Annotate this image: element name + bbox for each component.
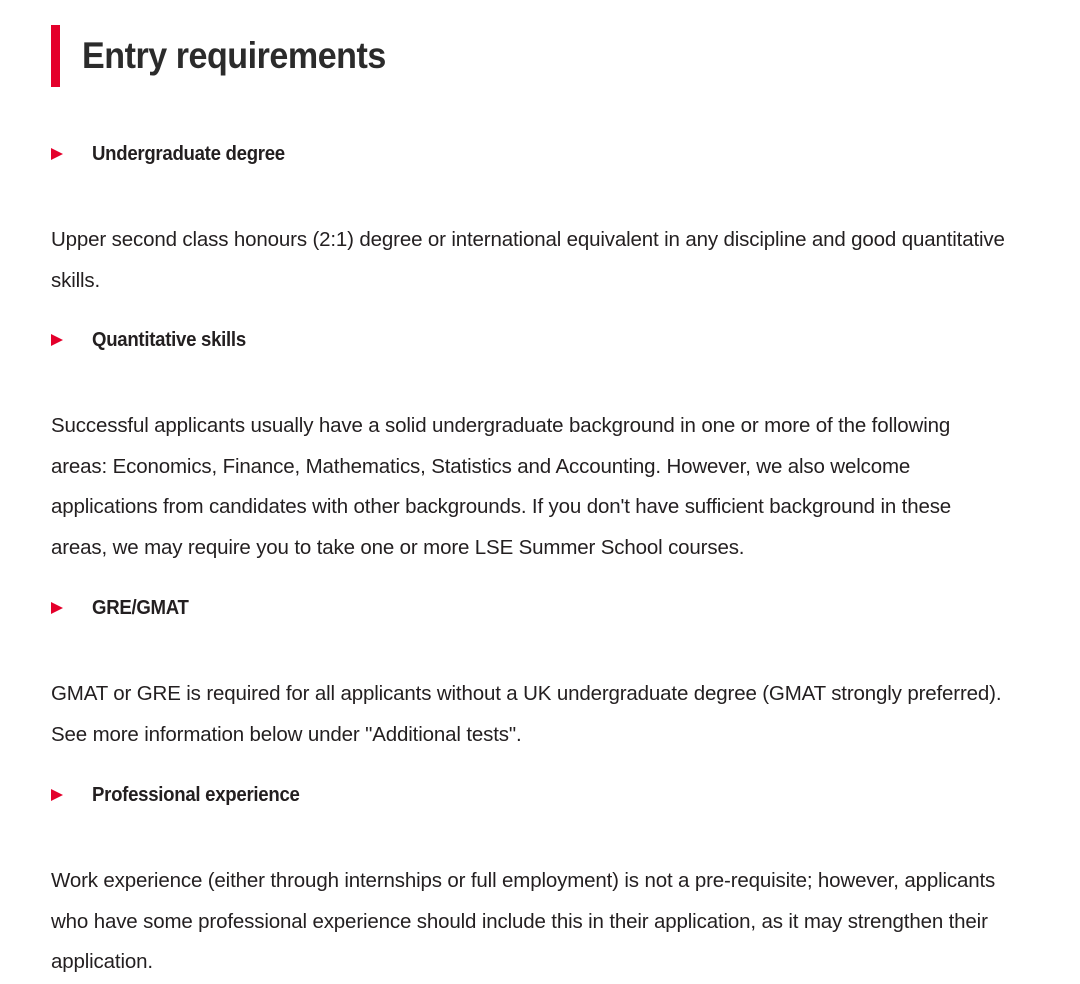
section-body-professional-experience: Work experience (either through internships or full employment) is not a pre-requisite; however, applicants who have some professional experience should include this in their application, as it may strengthen their application. — [51, 869, 996, 973]
section-body-gre-gmat: GMAT or GRE is required for all applicants without a UK undergraduate degree (GMAT strongly preferred). See more information below under "Additional tests". — [51, 682, 1002, 746]
section-heading-gre-gmat[interactable] — [51, 593, 196, 623]
section-heading-undergraduate-degree[interactable] — [51, 139, 299, 169]
section-body-quantitative-skills: Successful applicants usually have a solid undergraduate background in one or more of the following areas: Economics, Finance, Mathematics, Statistics and Accounting. However, we also welcome applications from candidates with other backgrounds. If you don't have sufficient background in these areas, we may require you to take one or more LSE Summer School courses. — [51, 414, 952, 559]
page-title-block — [51, 25, 412, 87]
section-heading-professional-experience[interactable] — [51, 780, 315, 810]
section-heading-quantitative-skills[interactable] — [51, 325, 257, 355]
section-body-undergraduate-degree: Upper second class honours (2:1) degree or international equivalent in any discipline and good quantitative skills. — [51, 228, 1005, 292]
section-heading-label: GRE/GMAT — [92, 596, 189, 619]
section-heading-label: Undergraduate degree — [92, 142, 285, 165]
triangle-right-icon — [51, 789, 63, 801]
triangle-right-icon — [51, 602, 63, 614]
section-heading-label: Professional experience — [92, 783, 300, 806]
triangle-right-icon — [51, 334, 63, 346]
page-title: Entry requirements — [82, 35, 386, 76]
triangle-right-icon — [51, 148, 63, 160]
title-accent-bar — [51, 25, 60, 87]
section-heading-label: Quantitative skills — [92, 328, 246, 351]
